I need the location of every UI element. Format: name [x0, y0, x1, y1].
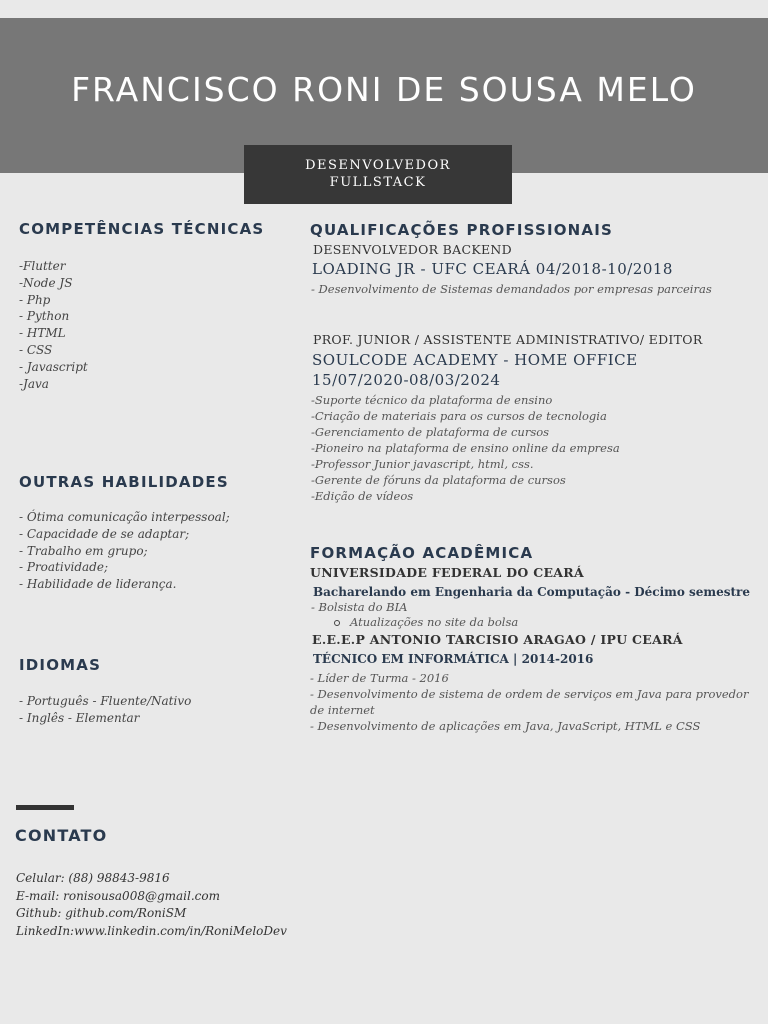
list-item: - Ótima comunicação interpessoal;: [19, 510, 230, 524]
list-item: - Python: [19, 309, 70, 324]
languages-title: IDIOMAS: [19, 656, 102, 674]
list-item: -Edição de vídeos: [311, 489, 414, 503]
email-text: E-mail: ronisousa008@gmail.com: [16, 888, 220, 903]
course-desc-list: [310, 670, 750, 734]
contact-title: CONTATO: [15, 826, 108, 845]
job-desc-list: [311, 281, 712, 297]
list-item: -Pioneiro na plataforma de ensino online da empresa: [311, 441, 620, 455]
course-subitem: [334, 615, 518, 629]
list-item: -Node JS: [19, 275, 73, 290]
list-item: - Php: [19, 292, 51, 307]
school-name: UNIVERSIDADE FEDERAL DO CEARÁ: [310, 565, 584, 580]
education-title: FORMAÇÃO ACADÊMICA: [310, 544, 534, 562]
tech-skills-list: [19, 258, 88, 392]
list-item: - Português - Fluente/Nativo: [19, 694, 192, 708]
list-item: - Desenvolvimento de Sistemas demandados por empresas parceiras: [311, 282, 712, 296]
job-desc-list: [311, 392, 620, 504]
list-item: - Líder de Turma - 2016: [310, 671, 449, 685]
school-name: E.E.E.P ANTONIO TARCISIO ARAGAO / IPU CEARÁ: [312, 632, 683, 647]
contact-divider: [16, 805, 74, 810]
list-item: - Inglês - Elementar: [19, 710, 140, 725]
list-item: -Java: [19, 376, 49, 391]
list-item: -Gerenciamento de plataforma de cursos: [311, 425, 550, 439]
linkedin-text: LinkedIn:www.linkedin.com/in/RoniMeloDev: [16, 923, 287, 938]
list-item: -Professor Junior javascript, html, css.: [311, 457, 534, 471]
list-item: -Flutter: [19, 259, 66, 273]
list-item: - Habilidade de liderança.: [19, 577, 177, 592]
qualifications-title: QUALIFICAÇÕES PROFISSIONAIS: [310, 221, 614, 239]
course-name: TÉCNICO EM INFORMÁTICA | 2014-2016: [313, 652, 594, 666]
course-subitem-text: Atualizações no site da bolsa: [350, 615, 519, 629]
role-box: [244, 145, 512, 204]
list-item: - Proatividade;: [19, 560, 108, 575]
list-item: - Capacidade de se adaptar;: [19, 526, 190, 541]
resume-name: FRANCISCO RONI DE SOUSA MELO: [71, 70, 697, 109]
role-line-2: FULLSTACK: [329, 175, 427, 190]
tech-skills-title: COMPETÊNCIAS TÉCNICAS: [19, 220, 265, 238]
contact-list: [16, 870, 287, 940]
list-item: -Suporte técnico da plataforma de ensino: [311, 393, 553, 407]
role-line-1: DESENVOLVEDOR: [305, 158, 451, 173]
list-item: - Desenvolvimento de sistema de ordem de serviços em Java para provedor de internet: [310, 687, 749, 717]
job-title: DESENVOLVEDOR BACKEND: [313, 242, 512, 257]
list-item: - Javascript: [19, 359, 88, 374]
github-text: Github: github.com/RoniSM: [16, 906, 187, 920]
list-item: - CSS: [19, 342, 53, 357]
course-item: - Bolsista do BIA: [311, 600, 408, 614]
course-name: Bacharelando em Engenharia da Computação - Décimo semestre: [313, 585, 750, 599]
job-org: SOULCODE ACADEMY - HOME OFFICE 15/07/2020-08/03/2024: [312, 351, 638, 389]
list-item: - Trabalho em grupo;: [19, 543, 148, 558]
job-org: LOADING JR - UFC CEARÁ 04/2018-10/2018: [312, 260, 673, 278]
list-item: - Desenvolvimento de aplicações em Java, JavaScript, HTML e CSS: [310, 719, 701, 733]
bullet-circle-icon: [334, 620, 340, 626]
other-skills-list: [19, 509, 230, 593]
phone-text: Celular: (88) 98843-9816: [16, 871, 170, 885]
job-title: PROF. JUNIOR / ASSISTENTE ADMINISTRATIVO/ EDITOR: [313, 332, 703, 347]
list-item: - HTML: [19, 326, 66, 341]
other-skills-title: OUTRAS HABILIDADES: [19, 473, 229, 491]
languages-list: [19, 693, 191, 727]
list-item: -Gerente de fóruns da plataforma de cursos: [311, 473, 566, 487]
list-item: -Criação de materiais para os cursos de tecnologia: [311, 409, 607, 423]
